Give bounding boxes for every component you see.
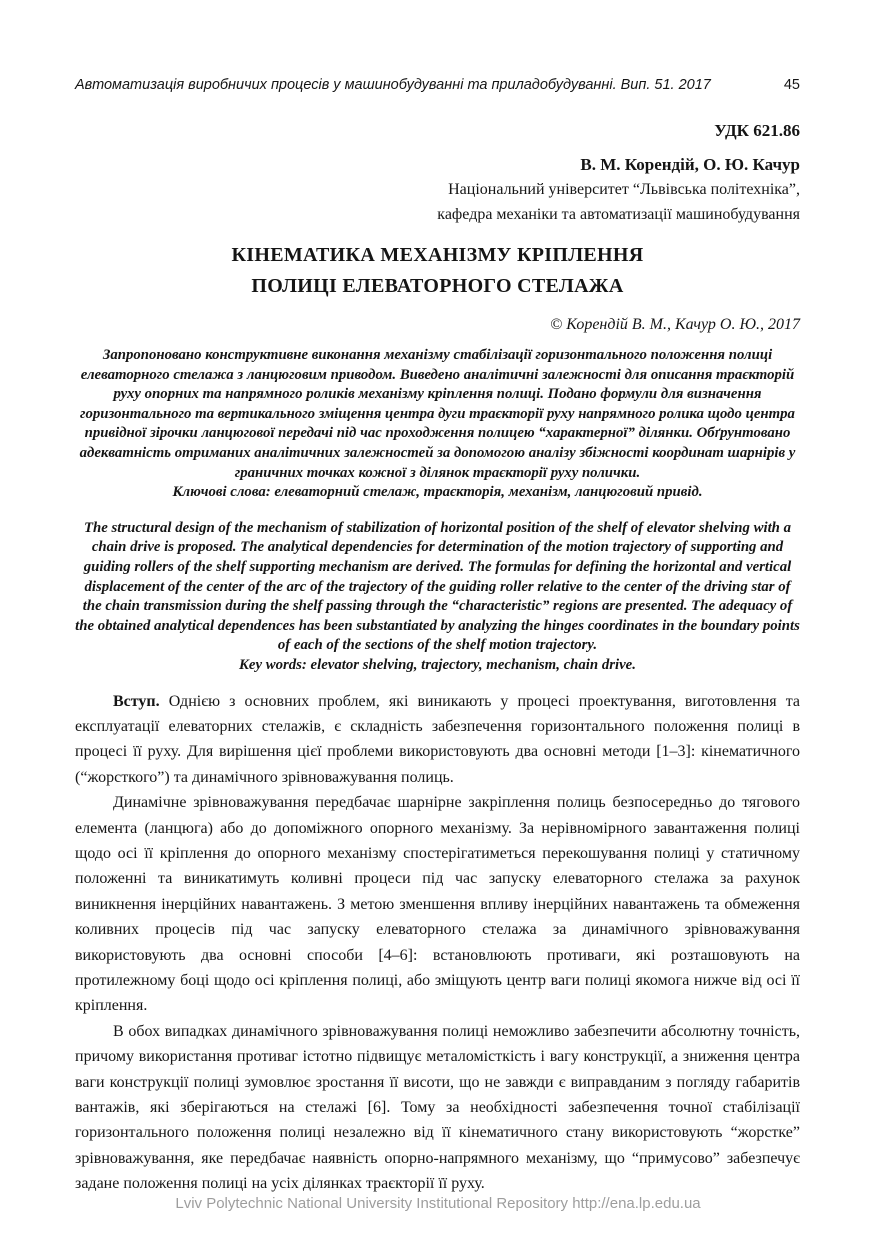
- intro-paragraph-text: Однією з основних проблем, які виникають у процесі проектування, виготовлення та експлуатації елеваторних стелажів, є складність забезпечення горизонтального положення полиці в процесі її руху. Для вирішення цієї проблеми використовують два основні методи [1–3]: кінематичного (“жорсткого”) та динамічного зрівноважування полиць.: [75, 692, 801, 786]
- udc-line: [75, 121, 800, 141]
- keywords-english: Key words: elevator shelving, trajectory, mechanism, chain drive.: [239, 656, 636, 673]
- keywords-ukrainian: Ключові слова: елеваторний стелаж, траєкторія, механізм, ланцюговий привід.: [172, 484, 703, 501]
- repository-footer: Lviv Polytechnic National University Institutional Repository http://ena.lp.edu.ua: [175, 1195, 701, 1212]
- body-paragraph-3: В обох випадках динамічного зрівноважування полиці неможливо забезпечити абсолютну точність, причому використання противаг істотно підвищує металомісткість і вагу конструкції, а зниження центра ваги конструкції полиці зумовлює зростання її висоти, що не завжди є виправданим з погляду габаритів вантажів, які зберігаються на стелажі [6]. Тому за необхідності забезпечення точної стабілізації горизонтального положення полиці незалежно від її кінематичного стану використовують “жорстке” зрівноважування, яке передбачає наявність опорно-напрямного механізму, що “примусово” забезпечує задане положення полиці на усіх ділянках траєкторії її руху.: [75, 1022, 800, 1193]
- authors: В. М. Корендій, О. Ю. Качур: [580, 155, 800, 174]
- affiliation-line-1: Національний університет “Львівська політехніка”,: [448, 181, 800, 198]
- abstract-ukrainian: [75, 346, 800, 503]
- page-number: 45: [783, 77, 800, 93]
- journal-running-title: Автоматизація виробничих процесів у машинобудуванні та приладобудуванні. Вип. 51. 2017: [75, 77, 711, 93]
- abstract-ukrainian-text: Запропоновано конструктивне виконання механізму стабілізації горизонтального положення полиці елеваторного стелажа з ланцюговим приводом. Виведено аналітичні залежності для описання траєкторій руху опорних та напрямного роликів механізму кріплення полиці. Подано формули для визначення горизонтального та вертикального зміщення центра дуги траєкторії руху напрямного ролика щодо центра привідної зірочки ланцюгової передачі під час проходження полицею “характерної” ділянки. Обґрунтовано адекватність отриманих аналітичних залежностей за допомогою аналізу збіжності координат шарнірів у граничних точках кожної з ділянок траєкторії руху полички.: [79, 347, 796, 481]
- running-header: [75, 76, 800, 94]
- copyright-notice: © Корендій В. М., Качур О. Ю., 2017: [550, 316, 800, 333]
- intro-paragraph: [75, 689, 800, 791]
- article-body: [75, 689, 800, 1197]
- abstract-english-text: The structural design of the mechanism of stabilization of horizontal position of the shelf of elevator shelving with a chain drive is proposed. The analytical dependencies for determination of the motion trajectory of supporting and guiding rollers of the shelf supporting mechanism are derived. The formulas for defining the horizontal and vertical displacement of the center of the arc of the trajectory of the guiding roller relative to the center of the driving star of the chain transmission during the shelf passing through the “characteristic” regions are presented. The adequacy of the obtained analytical dependences has been substantiated by analyzing the hinges coordinates in the boundary points of each of the sections of the shelf motion trajectory.: [75, 519, 800, 654]
- body-paragraph-2: Динамічне зрівноважування передбачає шарнірне закріплення полиць безпосередньо до тягового елемента (ланцюга) або до допоміжного опорного механізму. За нерівномірного завантаження полиці щодо осі її кріплення до опорного механізму спостерігатиметься перекошування полиці у статичному положенні та виникатимуть коливні процеси під час запуску елеваторного стелажа за рахунок виникнення інерційних навантажень. З метою зменшення впливу інерційних навантажень та обмеження коливних процесів під час запуску елеваторного стелажа за динамічного зрівноважування використовують два основні способи [4–6]: встановлюють противаги, які розташовують на протилежному боці щодо осі кріплення полиці, або зміщують центр ваги полиці якомога нижче від осі її кріплення.: [75, 794, 800, 1015]
- affiliation-line-2: кафедра механіки та автоматизації машинобудування: [437, 206, 800, 223]
- abstract-english: [75, 519, 800, 676]
- article-title: [75, 240, 800, 302]
- intro-section-label: Вступ.: [113, 692, 160, 710]
- article-title-line-2: ПОЛИЦІ ЕЛЕВАТОРНОГО СТЕЛАЖА: [251, 275, 624, 297]
- article-title-line-1: КІНЕМАТИКА МЕХАНІЗМУ КРІПЛЕННЯ: [231, 244, 644, 266]
- udc-label: УДК: [714, 121, 749, 140]
- udc-number: 621.86: [753, 121, 800, 140]
